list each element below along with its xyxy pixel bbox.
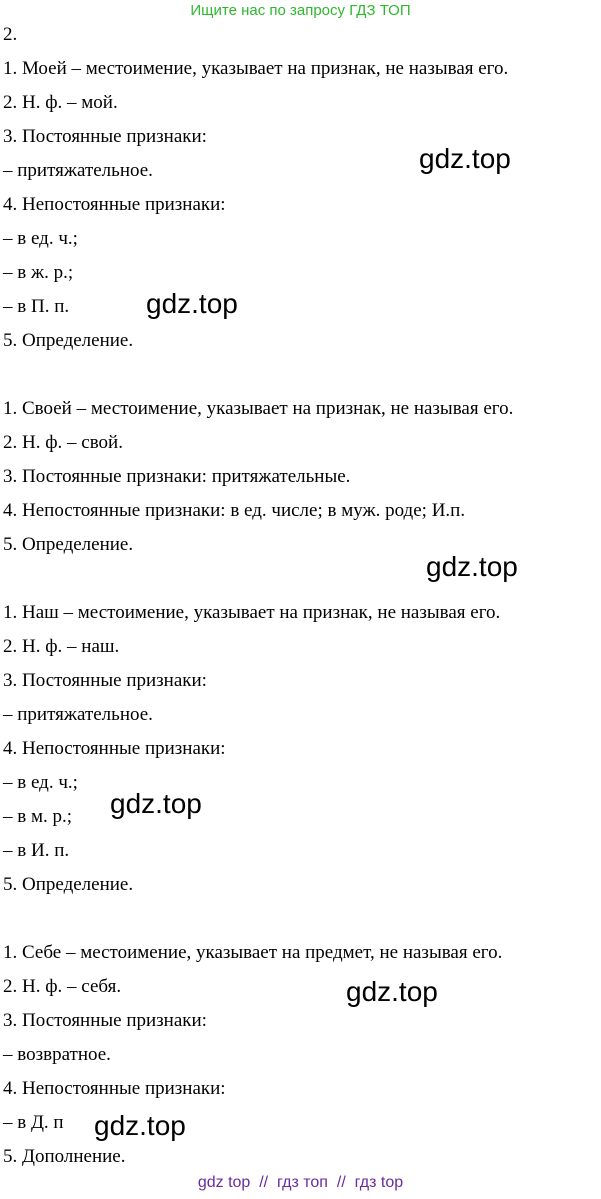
text-line: 2. Н. ф. – свой. xyxy=(3,432,123,453)
watermark: gdz.top xyxy=(146,288,238,319)
block-gap xyxy=(3,362,599,396)
text-line: 2. Н. ф. – мой. xyxy=(3,92,118,113)
text-line: 4. Непостоянные признаки: в ед. числе; в муж. роде; И.п. xyxy=(3,500,466,521)
watermark: gdz.top xyxy=(419,143,511,174)
text-line: – в И. п. xyxy=(3,840,70,861)
text-line: 3. Постоянные признаки: xyxy=(3,670,207,691)
text-line: 5. Определение. xyxy=(3,534,134,555)
text-line: 4. Непостоянные признаки: xyxy=(3,194,226,215)
text-line: 3. Постоянные признаки: xyxy=(3,126,207,147)
text-line: 3. Постоянные признаки: xyxy=(3,1010,207,1031)
text-line: 5. Определение. xyxy=(3,330,134,351)
analysis-block-2 xyxy=(3,396,599,566)
text-line: 4. Непостоянные признаки: xyxy=(3,1078,226,1099)
header-banner: Ищите нас по запросу ГДЗ ТОП xyxy=(190,2,411,19)
text-line: 2. Н. ф. – наш. xyxy=(3,636,120,657)
text-line: – возвратное. xyxy=(3,1044,111,1065)
text-line: – в П. п. xyxy=(3,296,70,317)
text-line: 1. Наш – местоимение, указывает на признак, не называя его. xyxy=(3,602,501,623)
text-line: – притяжательное. xyxy=(3,160,153,181)
watermark: gdz.top xyxy=(94,1110,186,1141)
watermark: gdz.top xyxy=(346,976,438,1007)
text-line: 4. Непостоянные признаки: xyxy=(3,738,226,759)
text-line: 1. Своей – местоимение, указывает на признак, не называя его. xyxy=(3,398,514,419)
text-line: 3. Постоянные признаки: притяжательные. xyxy=(3,466,351,487)
footer-separator: // xyxy=(336,1174,346,1191)
footer-separator: // xyxy=(259,1174,269,1191)
text-line: – в ед. ч.; xyxy=(3,228,78,249)
text-line: 5. Дополнение. xyxy=(3,1146,126,1167)
watermark: gdz.top xyxy=(426,551,518,582)
text-line: 1. Моей – местоимение, указывает на признак, не называя его. xyxy=(3,58,509,79)
footer-link[interactable]: гдз top xyxy=(354,1174,404,1191)
analysis-block-3 xyxy=(3,600,599,906)
text-line: – в Д. п xyxy=(3,1112,64,1133)
document-body xyxy=(3,22,599,1178)
text-line: – притяжательное. xyxy=(3,704,153,725)
text-line: 1. Себе – местоимение, указывает на предмет, не называя его. xyxy=(3,942,503,963)
analysis-block-1 xyxy=(3,56,599,362)
task-number: 2. xyxy=(3,24,18,45)
watermark: gdz.top xyxy=(110,788,202,819)
text-line: – в ед. ч.; xyxy=(3,772,78,793)
text-line: – в м. р.; xyxy=(3,806,73,827)
text-line: – в ж. р.; xyxy=(3,262,74,283)
text-line: 5. Определение. xyxy=(3,874,134,895)
text-line: 2. Н. ф. – себя. xyxy=(3,976,122,997)
footer-link[interactable]: гдз топ xyxy=(277,1174,328,1191)
footer-link[interactable]: gdz top xyxy=(197,1174,251,1191)
analysis-block-4 xyxy=(3,940,599,1178)
footer-links xyxy=(0,1174,601,1192)
block-gap xyxy=(3,906,599,940)
